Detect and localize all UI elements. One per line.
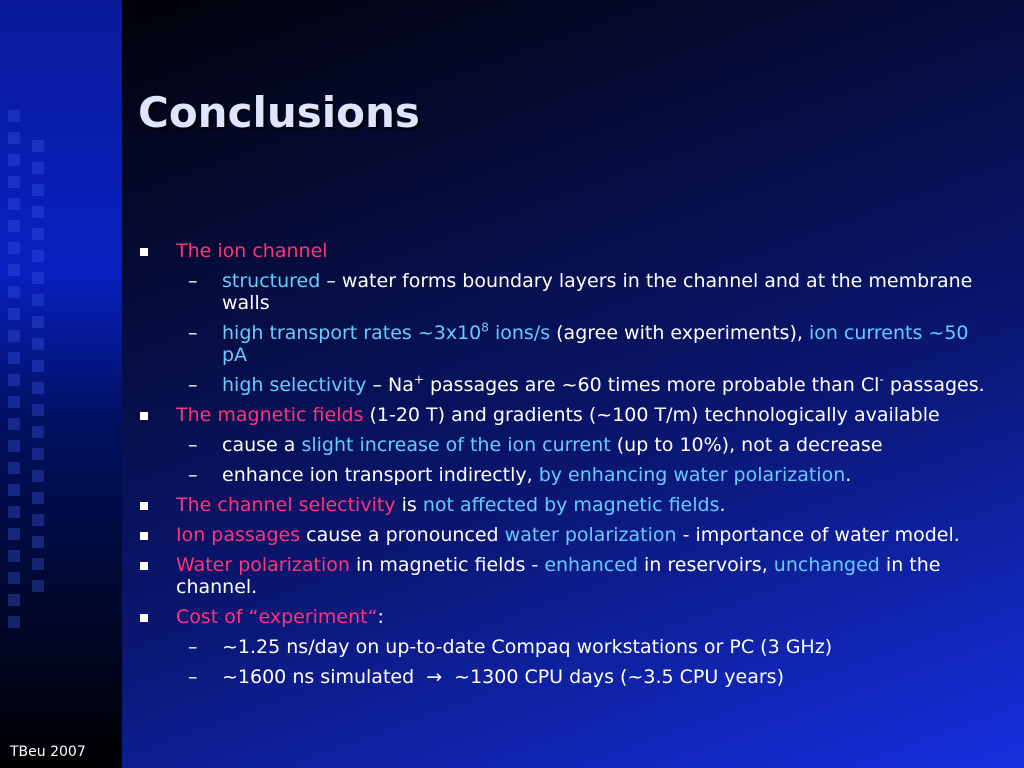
- body-text: (up to 10%), not a decrease: [610, 434, 883, 456]
- highlight-text: high transport rates ~3x10: [222, 322, 482, 344]
- dash-icon: –: [188, 636, 198, 658]
- highlight-text: Ion passages: [176, 524, 301, 546]
- highlight-text: structured: [222, 270, 321, 292]
- sub-bullet-enhance: [138, 464, 988, 486]
- highlight-text: high selectivity: [222, 374, 367, 396]
- dash-icon: –: [188, 464, 198, 486]
- body-text: in reservoirs,: [637, 554, 774, 576]
- body-text: (1-20 T) and gradients (~100 T/m) technologically available: [363, 404, 940, 426]
- dash-icon: –: [188, 666, 198, 688]
- highlight-text: The magnetic fields: [176, 404, 364, 426]
- square-bullet-icon: [140, 248, 148, 256]
- body-text: ~1.25 ns/day on up-to-date Compaq workstations or PC (3 GHz): [222, 636, 833, 658]
- dash-icon: –: [188, 434, 198, 456]
- body-text: passages are ~60 times more probable than Cl: [423, 374, 880, 396]
- sub-bullet-increase: [138, 434, 988, 456]
- superscript: +: [413, 372, 424, 387]
- highlight-text: The channel selectivity: [176, 494, 396, 516]
- highlight-text: water polarization: [504, 524, 677, 546]
- bullet-magnetic-fields: [138, 404, 988, 426]
- body-text: (agree with experiments),: [550, 322, 809, 344]
- highlight-text: by enhancing water polarization: [538, 464, 846, 486]
- dash-icon: –: [188, 322, 198, 344]
- square-bullet-icon: [140, 412, 148, 420]
- decorative-squares: [32, 140, 46, 602]
- body-text: enhance ion transport indirectly,: [222, 464, 539, 486]
- body-text: :: [377, 606, 384, 628]
- highlight-text: ions/s: [488, 322, 551, 344]
- bullet-ion-channel: [138, 240, 988, 262]
- footer-text: TBeu 2007: [10, 744, 86, 760]
- highlight-text: slight increase of the ion current: [301, 434, 611, 456]
- body-text: cause a pronounced: [300, 524, 505, 546]
- body-text: is: [395, 494, 423, 516]
- sub-bullet-ns-per-day: [138, 636, 988, 658]
- arrow-right-icon: →: [426, 666, 443, 688]
- body-text: – water forms boundary layers in the channel and at the membrane walls: [222, 270, 973, 314]
- dash-icon: –: [188, 270, 198, 292]
- highlight-text: unchanged: [773, 554, 880, 576]
- body-text: ~1300 CPU days (~3.5 CPU years): [448, 666, 784, 688]
- body-text: .: [845, 464, 852, 486]
- sub-bullet-transport-rates: [138, 322, 988, 366]
- highlight-text: Water polarization: [176, 554, 350, 576]
- body-text: .: [719, 494, 726, 516]
- bullet-cost: [138, 606, 988, 628]
- bullet-channel-selectivity: [138, 494, 988, 516]
- bullet-ion-passages: [138, 524, 988, 546]
- highlight-text: not affected by magnetic fields: [422, 494, 720, 516]
- superscript: 8: [481, 320, 489, 335]
- bullet-heading: The ion channel: [176, 240, 328, 262]
- sub-bullet-selectivity: [138, 374, 988, 396]
- body-text: in magnetic fields -: [349, 554, 545, 576]
- dash-icon: –: [188, 374, 198, 396]
- decorative-squares: [8, 110, 22, 638]
- body-text: in the channel.: [176, 554, 941, 598]
- highlight-text: Cost of “experiment“: [176, 606, 378, 628]
- highlight-text: enhanced: [544, 554, 638, 576]
- decorative-side-strip: [0, 0, 122, 768]
- slide-title: Conclusions: [138, 88, 420, 137]
- sub-bullet-structured: [138, 270, 988, 314]
- body-text: ~1600 ns simulated: [222, 666, 421, 688]
- highlight-text: ion currents ~50 pA: [222, 322, 969, 366]
- square-bullet-icon: [140, 532, 148, 540]
- superscript: -: [879, 372, 884, 387]
- square-bullet-icon: [140, 502, 148, 510]
- bullet-water-polarization: [138, 554, 988, 598]
- bullet-list: [138, 232, 988, 688]
- body-text: cause a: [222, 434, 302, 456]
- body-text: passages.: [883, 374, 985, 396]
- body-text: – Na: [366, 374, 414, 396]
- sub-bullet-cpu-days: [138, 666, 988, 688]
- square-bullet-icon: [140, 562, 148, 570]
- body-text: - importance of water model.: [676, 524, 960, 546]
- square-bullet-icon: [140, 614, 148, 622]
